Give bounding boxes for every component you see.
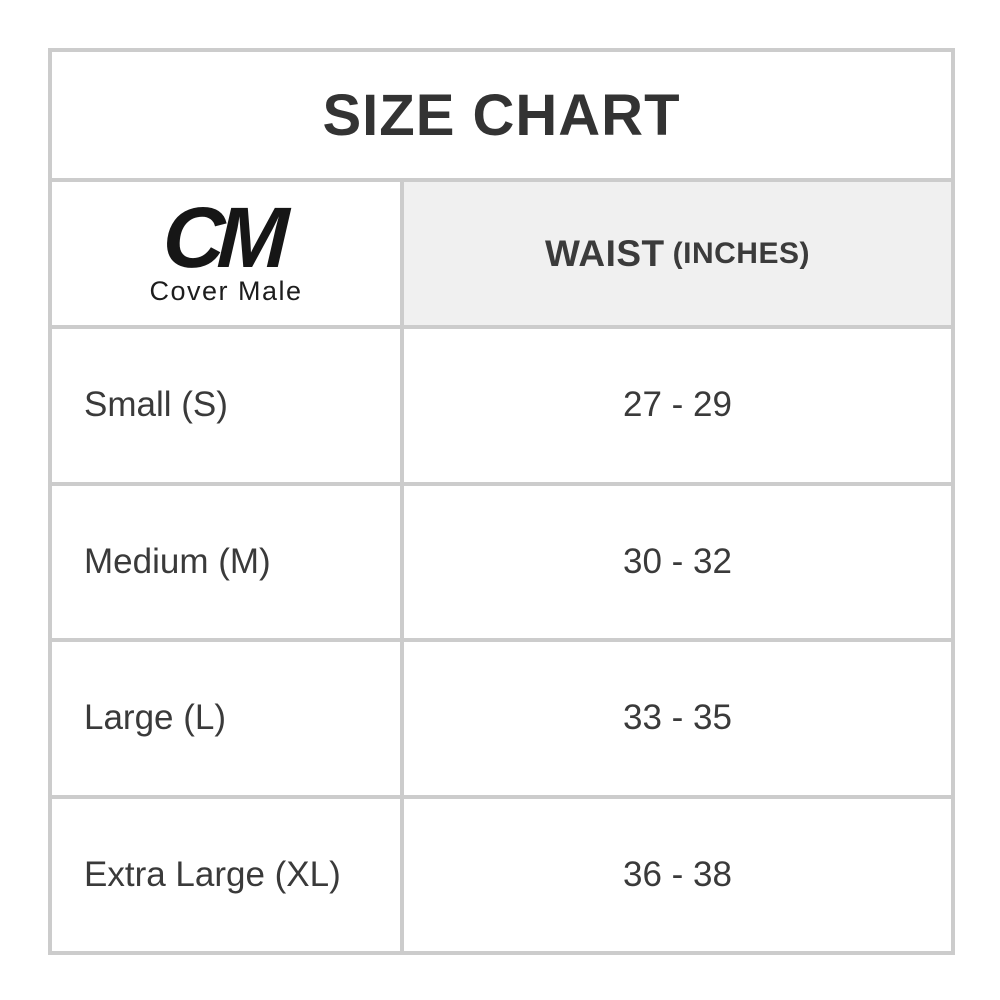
waist-header-label: WAIST <box>544 232 665 274</box>
waist-column-header <box>404 182 951 325</box>
waist-header-units: (INCHES) <box>672 236 810 270</box>
table-row-waist-value: 30 - 32 <box>404 486 951 639</box>
table-row-size-label: Extra Large (XL) <box>52 799 400 952</box>
brand-logo-cm-icon: CM <box>161 190 283 287</box>
brand-logo-subtext: Cover Male <box>149 275 303 306</box>
title-row <box>52 52 951 178</box>
page-title: SIZE CHART <box>322 82 681 148</box>
size-chart-table <box>48 48 955 955</box>
table-row-size-label: Medium (M) <box>52 486 400 639</box>
table-row-waist-value: 36 - 38 <box>404 799 951 952</box>
brand-logo-cell <box>52 182 400 325</box>
table-row-waist-value: 33 - 35 <box>404 642 951 795</box>
table-row-size-label: Small (S) <box>52 329 400 482</box>
table-row-waist-value: 27 - 29 <box>404 329 951 482</box>
table-row-size-label: Large (L) <box>52 642 400 795</box>
